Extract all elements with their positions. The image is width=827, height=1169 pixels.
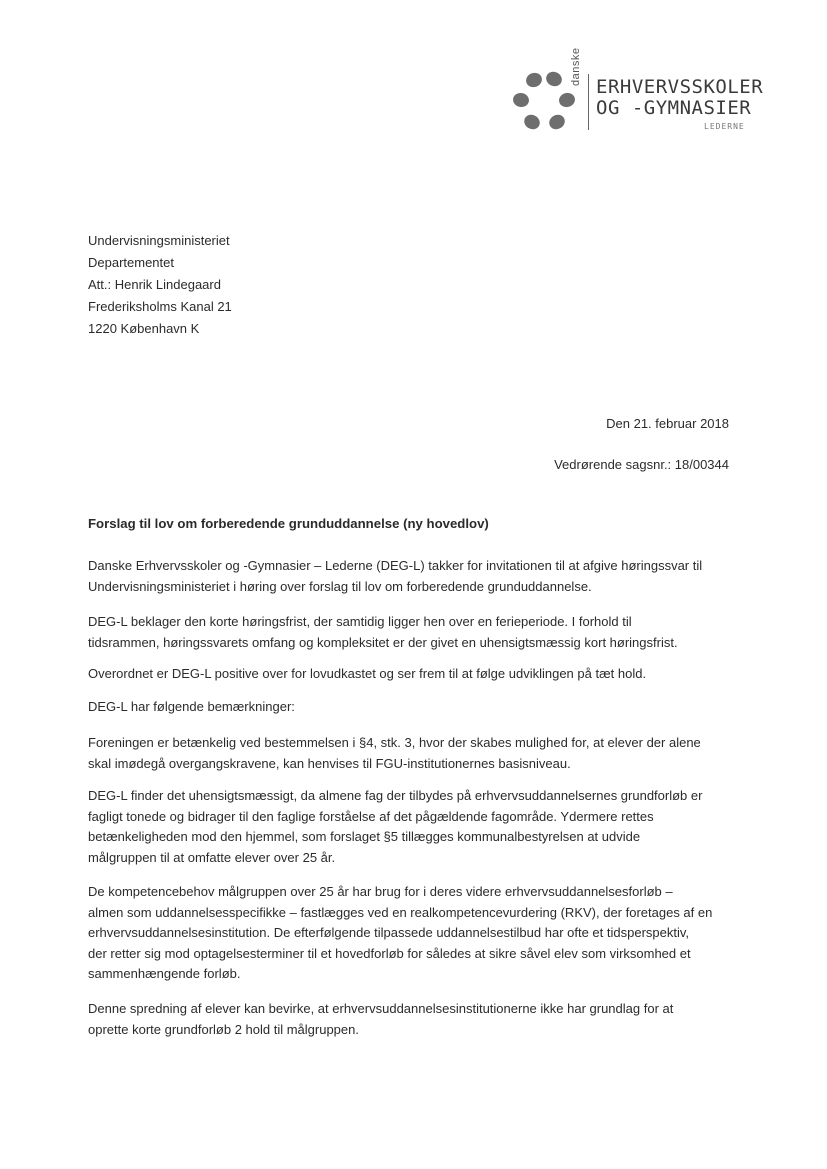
- address-line: Undervisningsministeriet: [88, 233, 230, 248]
- logo-title-line2: OG -GYMNASIER: [596, 97, 752, 119]
- logo-danske-text: danske: [570, 47, 582, 86]
- case-reference: Vedrørende sagsnr.: 18/00344: [554, 457, 729, 472]
- paragraph-line: skal imødegå overgangskravene, kan henvises til FGU-institutionernes basisniveau.: [88, 755, 571, 771]
- paragraph: [88, 786, 738, 868]
- paragraph-line: Undervisningsministeriet i høring over forslag til lov om forberedende grunduddannelse.: [88, 578, 592, 594]
- paragraph-line: sammenhængende forløb.: [88, 966, 241, 981]
- paragraph: [88, 697, 738, 718]
- paragraph-line: betænkeligheden mod den hjemmel, som forslaget §5 tillægges kommunalbestyrelsen at udvide: [88, 829, 641, 844]
- paragraph: [88, 999, 738, 1040]
- paragraph-line: Overordnet er DEG-L positive over for lovudkastet og ser frem til at følge udviklingen på tæt hold.: [88, 666, 647, 681]
- paragraph-line: oprette korte grundforløb 2 hold til målgruppen.: [88, 1021, 359, 1037]
- address-line: Frederiksholms Kanal 21: [88, 299, 232, 314]
- paragraph-line: tidsrammen, høringssvarets omfang og kompleksitet er der givet en uhensigtsmæssig kort høringsfrist.: [88, 634, 678, 650]
- paragraph: [88, 664, 738, 685]
- paragraph-line: De kompetencebehov målgruppen over 25 år har brug for i deres videre erhvervsuddannelsesforløb –: [88, 884, 673, 899]
- paragraph-line: erhvervsuddannelsesinstitution. De efterfølgende tilpassede uddannelsestilbud har ofte et tidsperspektiv,: [88, 925, 690, 940]
- address-line: 1220 København K: [88, 321, 200, 336]
- logo-title-line3: LEDERNE: [704, 122, 745, 131]
- paragraph-line: DEG-L finder det uhensigtsmæssigt, da almene fag der tilbydes på erhvervsuddannelsernes grundforløb er: [88, 788, 703, 803]
- paragraph: [88, 612, 738, 653]
- address-line: Att.: Henrik Lindegaard: [88, 277, 221, 292]
- letter-subject: Forslag til lov om forberedende grunduddannelse (ny hovedlov): [88, 516, 489, 531]
- logo-divider: [588, 74, 589, 130]
- paragraph: [88, 556, 738, 597]
- paragraph-line: DEG-L har følgende bemærkninger:: [88, 699, 295, 714]
- paragraph-line: der retter sig mod optagelsesterminer til et hovedforløb for således at sikre såvel elev som virksomhed et: [88, 945, 691, 961]
- letter-date: Den 21. februar 2018: [606, 416, 729, 431]
- logo-title-line1: ERHVERVSSKOLER: [596, 76, 764, 98]
- recipient-address: [88, 230, 232, 340]
- logo-star-icon: [512, 70, 578, 134]
- paragraph-line: Foreningen er betænkelig ved bestemmelsen i §4, stk. 3, hvor der skabes mulighed for, at elever der alene: [88, 735, 701, 750]
- paragraph: [88, 882, 738, 985]
- paragraph-line: almen som uddannelsesspecifikke – fastlægges ved en realkompetencevurdering (RKV), der foretages af en: [88, 904, 713, 920]
- paragraph: [88, 733, 738, 774]
- paragraph-line: fagligt tonede og bidrager til den faglige forståelse af det pågældende fagområde. Ydermere rettes: [88, 808, 654, 824]
- address-line: Departementet: [88, 255, 174, 270]
- paragraph-line: DEG-L beklager den korte høringsfrist, der samtidig ligger hen over en ferieperiode. I forhold til: [88, 614, 632, 629]
- paragraph-line: Danske Erhvervsskoler og -Gymnasier – Lederne (DEG-L) takker for invitationen til at afgive høringssvar til: [88, 558, 703, 573]
- paragraph-line: målgruppen til at omfatte elever over 25 år.: [88, 849, 336, 865]
- paragraph-line: Denne spredning af elever kan bevirke, at erhvervsuddannelsesinstitutionerne ikke har grundlag for at: [88, 1001, 674, 1016]
